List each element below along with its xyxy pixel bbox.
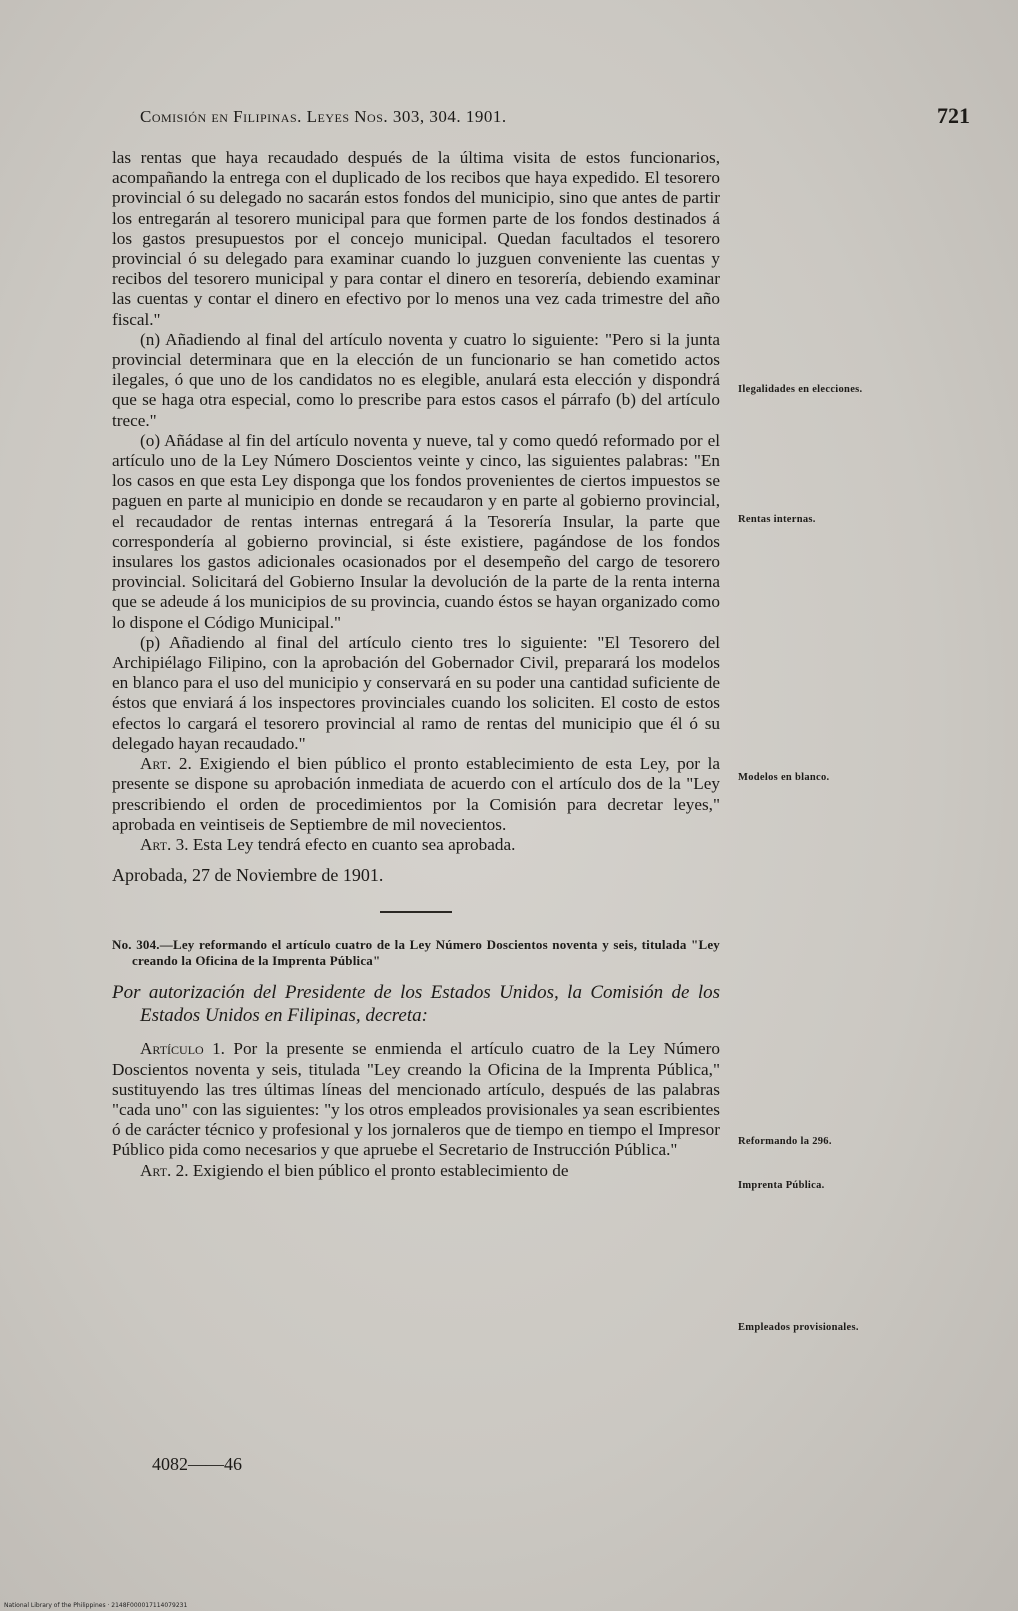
article-1 [112, 1039, 720, 1160]
article-3 [112, 835, 720, 855]
spacer [112, 1027, 720, 1039]
article-2-second [112, 1161, 720, 1181]
article-2-second-text: Exigiendo el bien público el pronto establecimiento de [188, 1160, 569, 1180]
margin-note-blank-forms: Modelos en blanco. [738, 772, 830, 783]
law-title: No. 304.—Ley reformando el artículo cuatro de la Ley Número Doscientos noventa y seis, titulada "Ley creando la Oficina de la Imprenta Pública" [112, 937, 720, 969]
preamble: Por autorización del Presidente de los Estados Unidos, la Comisión de los Estados Unidos en Filipinas, decreta: [112, 982, 720, 1027]
scan-credit: National Library of the Philippines · 2148F000017114079231 [4, 1602, 188, 1609]
running-head: Comisión en Filipinas. Leyes Nos. 303, 304. 1901. [140, 107, 507, 126]
paragraph-n: (n) Añadiendo al final del artículo noventa y cuatro lo siguiente: "Pero si la junta provincial determinara que en la elección de un funcionario se han cometido actos ilegales, ó que uno de los candidatos no es elegible, anulará esta elección y dispondrá que se haga otra especial, como lo prescribe para estos casos el párrafo (b) del artículo trece." [112, 329, 720, 430]
paragraph-o: (o) Añádase al fin del artículo noventa y nueve, tal y como quedó reformado por el artículo uno de la Ley Número Doscientos veinte y cinco, las siguientes palabras: "En los casos en que esta Ley disponga que los fondos provenientes de ciertos impuestos se paguen en parte al municipio en donde se recaudaron y en parte al gobierno provincial, el recaudador de rentas internas entregará á la Tesorería Insular, la parte que correspondería al gobierno provincial, si éste existiere, pagándose de los fondos insulares los gastos adicionales ocasionados por el desempeño del cargo de tesorero provincial. Solicitará del Gobierno Insular la devolución de la parte de la renta interna que se adeude á los municipios de su provincia, cuando éstos se hayan organizado como lo dispone el Código Municipal." [112, 430, 720, 632]
article-2 [112, 754, 720, 835]
margin-note-amending-296: Reformando la 296. [738, 1136, 832, 1147]
paragraph-p: (p) Añadiendo al final del artículo ciento tres lo siguiente: "El Tesorero del Archipiélago Filipino, con la aprobación del Gobernador Civil, preparará los modelos en blanco para el uso del municipio y conservará en su poder una cantidad suficiente de éstos que enviará á los inspectores provinciales cuando los soliciten. El costo de estos efectos lo cargará el tesorero provincial al ramo de rentas del municipio que él ó su delegado hayan recaudado." [112, 632, 720, 753]
approval-date: Aprobada, 27 de Noviembre de 1901. [112, 865, 384, 886]
article-1-text: Por la presente se enmienda el artículo cuatro de la Ley Número Doscientos noventa y seis, titulada "Ley creando la Oficina de la Imprenta Pública," sustituyendo las tres últimas líneas del mencionado artículo, después de las palabras "cada uno" con las siguientes: "y los otros empleados provisionales ya sean escribientes ó de carácter técnico y profesional y los jornaleros que de tiempo en tiempo el Impresor Público pida como necesarios y que apruebe el Secretario de Instrucción Pública." [112, 1039, 720, 1160]
margin-note-provisional-employees: Empleados provisionales. [738, 1322, 859, 1333]
article-1-label: Artículo 1. [140, 1039, 225, 1059]
article-2-second-label: Art. 2. [140, 1160, 189, 1180]
article-3-text: Esta Ley tendrá efecto en cuanto sea aprobada. [188, 834, 516, 854]
section-divider [380, 911, 452, 913]
page-number: 721 [937, 103, 970, 128]
printer-signature: 4082——46 [152, 1454, 242, 1474]
article-3-label: Art. 3. [140, 834, 189, 854]
article-2-label: Art. 2. [140, 754, 192, 774]
page-header [140, 103, 980, 135]
body-text [112, 148, 720, 1181]
margin-note-internal-revenue: Rentas internas. [738, 514, 816, 525]
article-2-text: Exigiendo el bien público el pronto establecimiento de esta Ley, por la presente se dispone su aprobación inmediata de acuerdo con el artículo dos de la "Ley prescribiendo el orden de procedimientos por la Comisión para decretar leyes," aprobada en veintiseis de Septiembre de mil novecientos. [112, 754, 720, 834]
margin-note-elections: Ilegalidades en elecciones. [738, 384, 863, 395]
paragraph-continuation: las rentas que haya recaudado después de la última visita de estos funcionarios, acompañando la entrega con el duplicado de los recibos que haya expedido. El tesorero provincial ó su delegado no sacarán estos fondos del municipio, sino que antes de partir los entregarán al tesorero municipal para que formen parte de los fondos destinados á los gastos presupuestos por el concejo municipal. Quedan facultados el tesorero provincial ó su delegado para examinar cuando lo juzguen conveniente las cuentas y recibos del tesorero municipal y para contar el dinero en tesorería, debiendo examinar las cuentas y contar el dinero en efectivo por lo menos una vez cada trimestre del año fiscal." [112, 148, 720, 329]
margin-note-public-printing: Imprenta Pública. [738, 1180, 825, 1191]
